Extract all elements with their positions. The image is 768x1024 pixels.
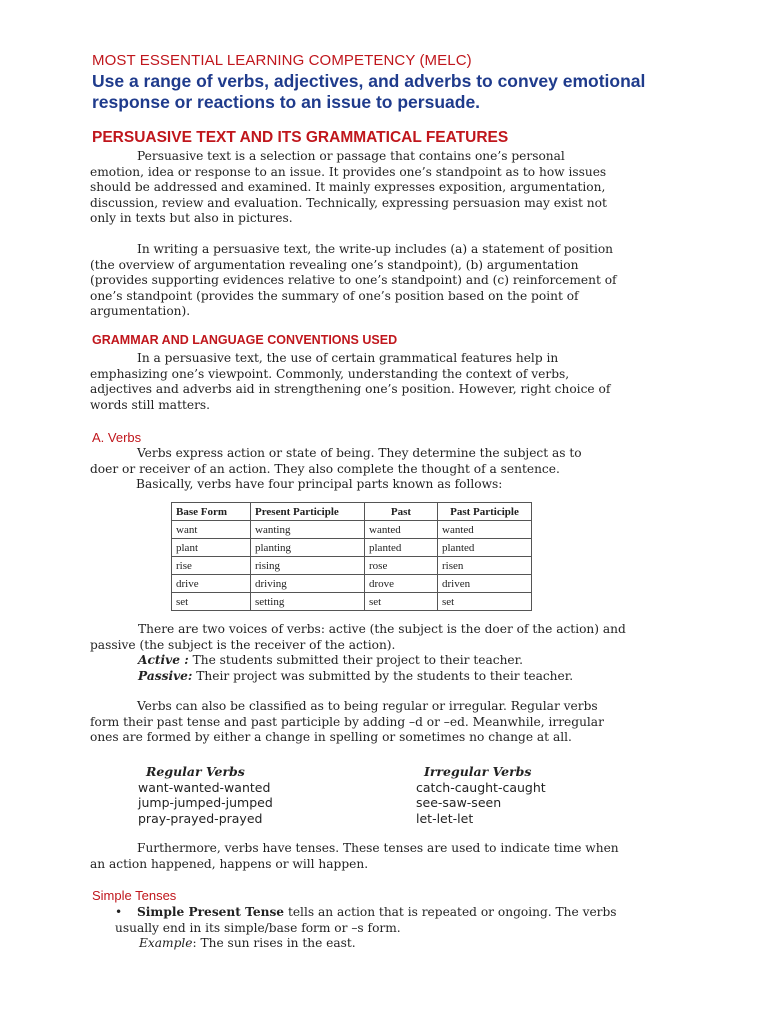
table-row: plant planting planted planted [172, 539, 532, 557]
structure-paragraph: In writing a persuasive text, the write-up includes (a) a statement of position (the overview of argumentation revealing one’s standpoint), (b) argumentation (provides supporting evidences relative to one’s standpoint) and (c) reinforcement of one’s standpoint (provides the summary of one’s position based on the point of argumentation). [90, 242, 617, 319]
table-row: rise rising rose risen [172, 557, 532, 575]
melc-heading: MOST ESSENTIAL LEARNING COMPETENCY (MELC) [92, 52, 472, 69]
table-header: Base Form [172, 503, 251, 521]
table-header-row [172, 503, 532, 521]
list-item: pray-prayed-prayed [138, 810, 263, 826]
simple-tenses-heading: Simple Tenses [92, 888, 177, 903]
section-title: PERSUASIVE TEXT AND ITS GRAMMATICAL FEATURES [92, 129, 509, 146]
verbs-heading: A. Verbs [92, 430, 142, 445]
voices-paragraph: There are two voices of verbs: active (the subject is the doer of the action) and passive (the subject is the receiver of the action). Active : The students submitted their project to their teacher. Passive: Their project was submitted by the students to their teacher. [138, 622, 678, 684]
tenses-paragraph: Furthermore, verbs have tenses. These tenses are used to indicate time when an action happened, happens or will happen. [90, 841, 619, 871]
table-header: Past Participle [438, 503, 532, 521]
table-row: drive driving drove driven [172, 575, 532, 593]
bullet-icon: • [115, 905, 123, 919]
grammar-paragraph: In a persuasive text, the use of certain grammatical features help in emphasizing one’s viewpoint. Commonly, understanding the context of verbs, adjectives and adverbs aid in strengthening one’s position. However, right choice of words still matters. [90, 351, 611, 412]
competency-title: Use a range of verbs, adjectives, and adverbs to convey emotional response or reactions to an issue to persuade. [92, 71, 646, 112]
table-row: want wanting wanted wanted [172, 521, 532, 539]
list-item: want-wanted-wanted [138, 779, 271, 795]
irregular-verbs-header: Irregular Verbs [424, 764, 532, 779]
list-item: see-saw-seen [416, 795, 502, 811]
intro-paragraph: Persuasive text is a selection or passage that contains one’s personal emotion, idea or response to an issue. It provides one’s standpoint as to how issues should be addressed and examined. It mainly expresses exposition, argumentation, discussion, review and evaluation. Technically, expressing persuasion may exist not only in texts but also in pictures. [90, 149, 607, 226]
irregular-verbs-list [416, 764, 546, 826]
regular-verbs-header: Regular Verbs [146, 764, 245, 779]
table-header: Past [365, 503, 438, 521]
list-item: catch-caught-caught [416, 779, 546, 795]
list-item: let-let-let [416, 810, 474, 826]
regular-verbs-list [138, 764, 273, 826]
regular-irregular-paragraph: Verbs can also be classified as to being regular or irregular. Regular verbs form their past tense and past participle by adding –d or –ed. Meanwhile, irregular ones are formed by either a change in spelling or sometimes no change at all. [90, 699, 604, 745]
verbs-paragraph: Verbs express action or state of being. They determine the subject as to doer or receiver of an action. They also complete the thought of a sentence. Basically, verbs have four principal parts known as follows: [90, 446, 582, 492]
grammar-heading: GRAMMAR AND LANGUAGE CONVENTIONS USED [92, 333, 398, 347]
verb-parts-table [171, 502, 532, 611]
table-row: set setting set set [172, 593, 532, 611]
list-item: jump-jumped-jumped [138, 795, 273, 811]
list-item: • Simple Present Tense tells an action that is repeated or ongoing. The verbs usually end in its simple/base form or –s form. Example: The sun rises in the east. [115, 905, 617, 951]
passive-example: Passive: Their project was submitted by the students to their teacher. [138, 668, 574, 683]
table-header: Present Participle [251, 503, 365, 521]
active-example: Active : The students submitted their project to their teacher. [138, 653, 523, 668]
